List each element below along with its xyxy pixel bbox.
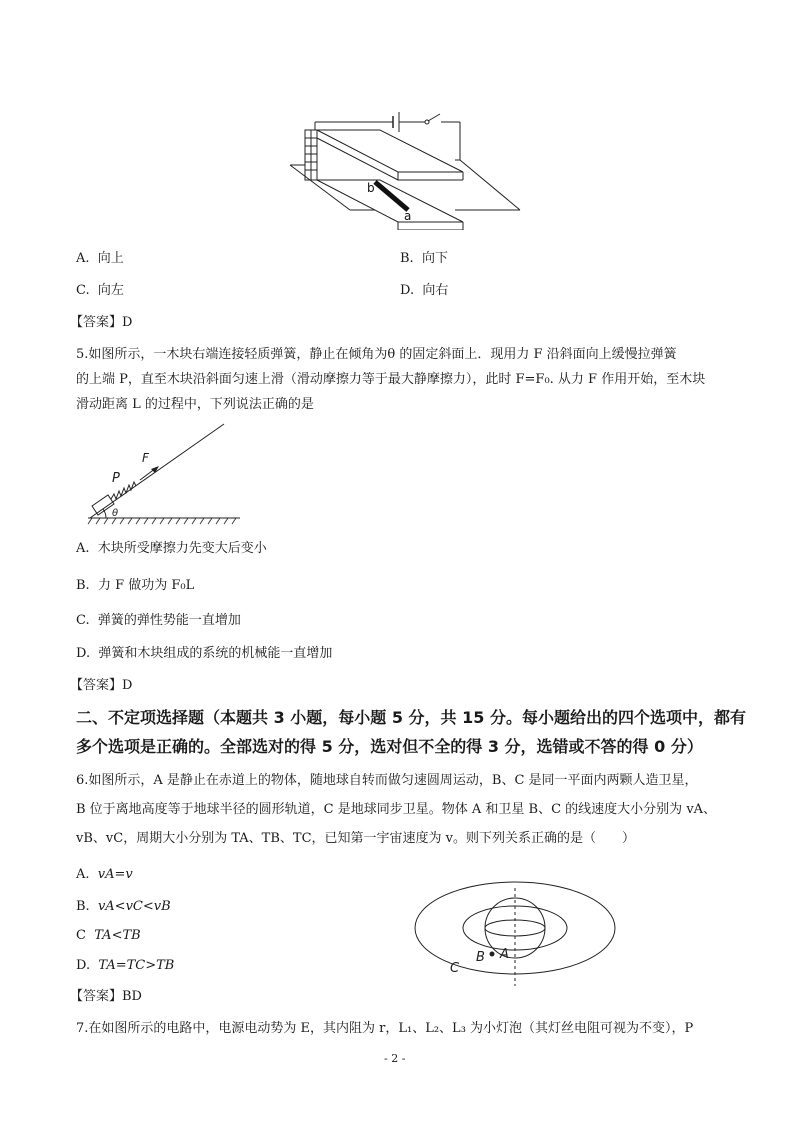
q4-option-d: D. 向右 (400, 283, 449, 298)
q4-answer: 【答案】D (70, 315, 133, 330)
incline-figure (84, 420, 244, 528)
orbit-figure (410, 858, 640, 990)
q6-line2: B 位于离地高度等于地球半径的圆形轨道，C 是地球同步卫星。物体 A 和卫星 B、C 的线速度大小分别为 vA、 (76, 802, 717, 817)
q4-option-a: A. 向上 (76, 251, 124, 266)
q5-option-a: A. 木块所受摩擦力先变大后变小 (76, 541, 267, 556)
q5-answer: 【答案】D (70, 678, 133, 693)
q5-option-d: D. 弹簧和木块组成的系统的机械能一直增加 (76, 646, 333, 661)
q6-answer: 【答案】BD (70, 989, 142, 1004)
q6-option-b: B. vA<vC<vB (76, 899, 171, 914)
q6-line3: vB、vC，周期大小分别为 TA、TB、TC，已知第一宇宙速度为 v。则下列关系正确的是（ ） (76, 831, 635, 846)
q5-option-b: B. 力 F 做功为 F₀L (76, 578, 195, 593)
q6-option-c: C TA<TB (76, 928, 141, 943)
rod-label-b: b (367, 181, 375, 195)
section-2-title-line2: 多个选项是正确的。全部选对的得 5 分，选对但不全的得 3 分，选错或不答的得 0 分） (76, 737, 703, 756)
label-a: A (500, 947, 509, 962)
rail-coil-figure (285, 100, 525, 230)
label-theta: θ (112, 508, 119, 519)
q7-line1: 7.在如图所示的电路中，电源电动势为 E，其内阻为 r，L₁、L₂、L₃ 为小灯泡（其灯丝电阻可视为不变），P (76, 1021, 694, 1036)
q6-option-d: D. TA=TC>TB (76, 958, 175, 973)
section-2-title-line1: 二、不定项选择题（本题共 3 小题，每小题 5 分，共 15 分。每小题给出的四个选项中，都有 (76, 708, 746, 727)
label-f: F (142, 451, 149, 465)
label-p: P (112, 471, 120, 486)
q4-option-c: C. 向左 (76, 283, 124, 298)
q5-line2: 的上端 P，直至木块沿斜面匀速上滑（滑动摩擦力等于最大静摩擦力），此时 F=F₀. 从力 F 作用开始，至木块 (76, 372, 706, 387)
label-c: C (450, 961, 460, 976)
label-b: B (476, 950, 485, 965)
page-number: - 2 - (384, 1052, 406, 1065)
rod-label-a: a (404, 209, 412, 223)
q5-line1: 5.如图所示，一木块右端连接轻质弹簧，静止在倾角为θ 的固定斜面上．现用力 F 沿斜面向上缓慢拉弹簧 (76, 347, 677, 362)
q4-option-b: B. 向下 (400, 251, 448, 266)
q6-option-a: A. vA=v (76, 867, 133, 882)
q6-line1: 6.如图所示，A 是静止在赤道上的物体，随地球自转而做匀速圆周运动，B、C 是同一平面内两颗人造卫星， (76, 773, 698, 788)
q5-line3: 滑动距离 L 的过程中，下列说法正确的是 (76, 397, 314, 412)
q5-option-c: C. 弹簧的弹性势能一直增加 (76, 613, 241, 628)
